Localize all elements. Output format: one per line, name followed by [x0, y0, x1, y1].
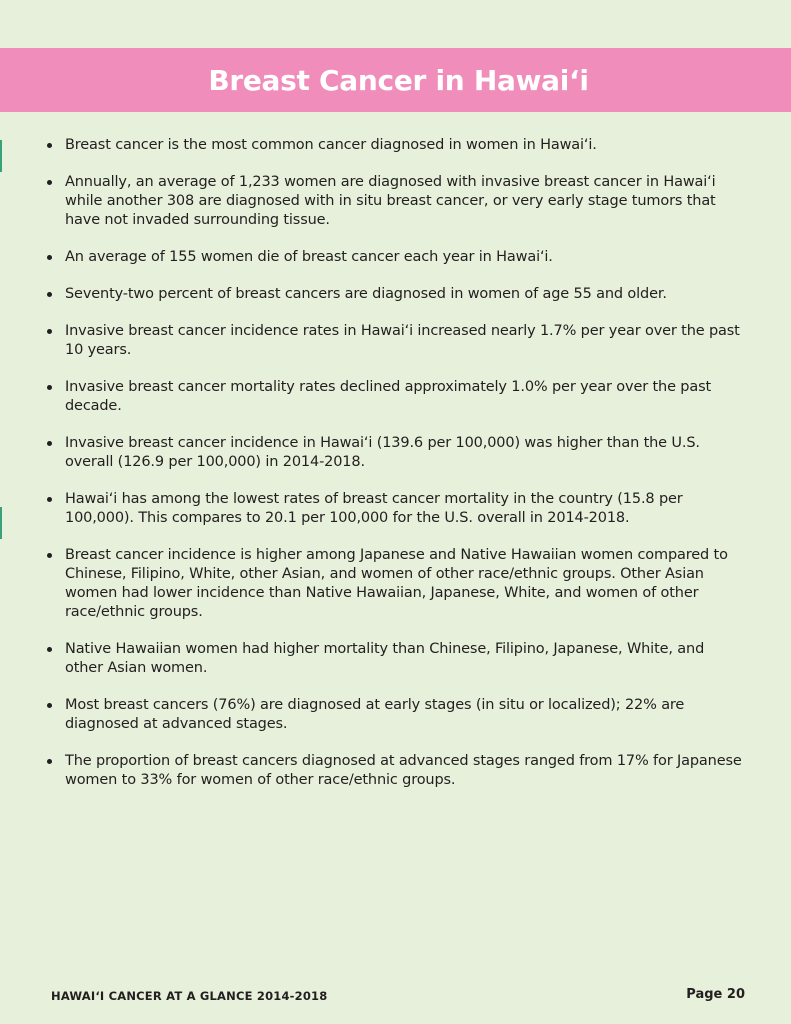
edge-mark-middle — [0, 507, 2, 539]
list-item — [44, 322, 744, 360]
bullet-icon — [47, 385, 52, 390]
bullet-text: Hawai‘i has among the lowest rates of breast cancer mortality in the country (15.8 per 100,000). This compares to 20.1 per 100,000 for the U.S. overall in 2014-2018. — [65, 491, 683, 526]
bullet-icon — [47, 553, 52, 558]
bullet-text: Native Hawaiian women had higher mortality than Chinese, Filipino, Japanese, White, and other Asian women. — [65, 641, 705, 676]
bullet-icon — [47, 329, 52, 334]
bullet-icon — [47, 703, 52, 708]
list-item — [44, 248, 744, 267]
bullet-text: Invasive breast cancer incidence rates in Hawai‘i increased nearly 1.7% per year over the past 10 years. — [65, 323, 740, 358]
bullet-text: Most breast cancers (76%) are diagnosed at early stages (in situ or localized); 22% are diagnosed at advanced stages. — [65, 697, 685, 732]
bullet-text: Annually, an average of 1,233 women are diagnosed with invasive breast cancer in Hawai‘i while another 308 are diagnosed with in situ breast cancer, or very early stage tumors that have not invaded surrounding tissue. — [65, 174, 716, 228]
list-item — [44, 752, 744, 790]
list-item — [44, 173, 744, 230]
bullet-icon — [47, 143, 52, 148]
list-item — [44, 136, 744, 155]
bullet-list — [44, 136, 744, 808]
bullet-icon — [47, 255, 52, 260]
bullet-text: The proportion of breast cancers diagnosed at advanced stages ranged from 17% for Japanese women to 33% for women of other race/ethnic groups. — [65, 753, 742, 788]
bullet-icon — [47, 441, 52, 446]
list-item — [44, 640, 744, 678]
bullet-icon — [47, 180, 52, 185]
bullet-text: Seventy-two percent of breast cancers are diagnosed in women of age 55 and older. — [65, 286, 667, 302]
list-item — [44, 546, 744, 622]
list-item — [44, 378, 744, 416]
list-item — [44, 490, 744, 528]
bullet-icon — [47, 292, 52, 297]
bullet-text: An average of 155 women die of breast cancer each year in Hawai‘i. — [65, 249, 553, 265]
edge-mark-top — [0, 140, 2, 172]
page-title: Breast Cancer in Hawai‘i — [208, 63, 589, 97]
bullet-icon — [47, 647, 52, 652]
bullet-text: Breast cancer incidence is higher among Japanese and Native Hawaiian women compared to Chinese, Filipino, White, other Asian, and women of other race/ethnic groups. Other Asian women had lower incidence than Native Hawaiian, Japanese, White, and women of other race/ethnic groups. — [65, 547, 728, 620]
page-number: Page 20 — [686, 987, 745, 1002]
bullet-icon — [47, 759, 52, 764]
list-item — [44, 285, 744, 304]
list-item — [44, 696, 744, 734]
bullet-text: Invasive breast cancer incidence in Hawai‘i (139.6 per 100,000) was higher than the U.S. overall (126.9 per 100,000) in 2014-2018. — [65, 435, 700, 470]
bullet-text: Breast cancer is the most common cancer diagnosed in women in Hawai‘i. — [65, 137, 597, 153]
bullet-text: Invasive breast cancer mortality rates declined approximately 1.0% per year over the past decade. — [65, 379, 712, 414]
footer-publication: HAWAI‘I CANCER AT A GLANCE 2014-2018 — [51, 989, 328, 1003]
list-item — [44, 434, 744, 472]
bullet-icon — [47, 497, 52, 502]
title-banner — [0, 48, 791, 112]
